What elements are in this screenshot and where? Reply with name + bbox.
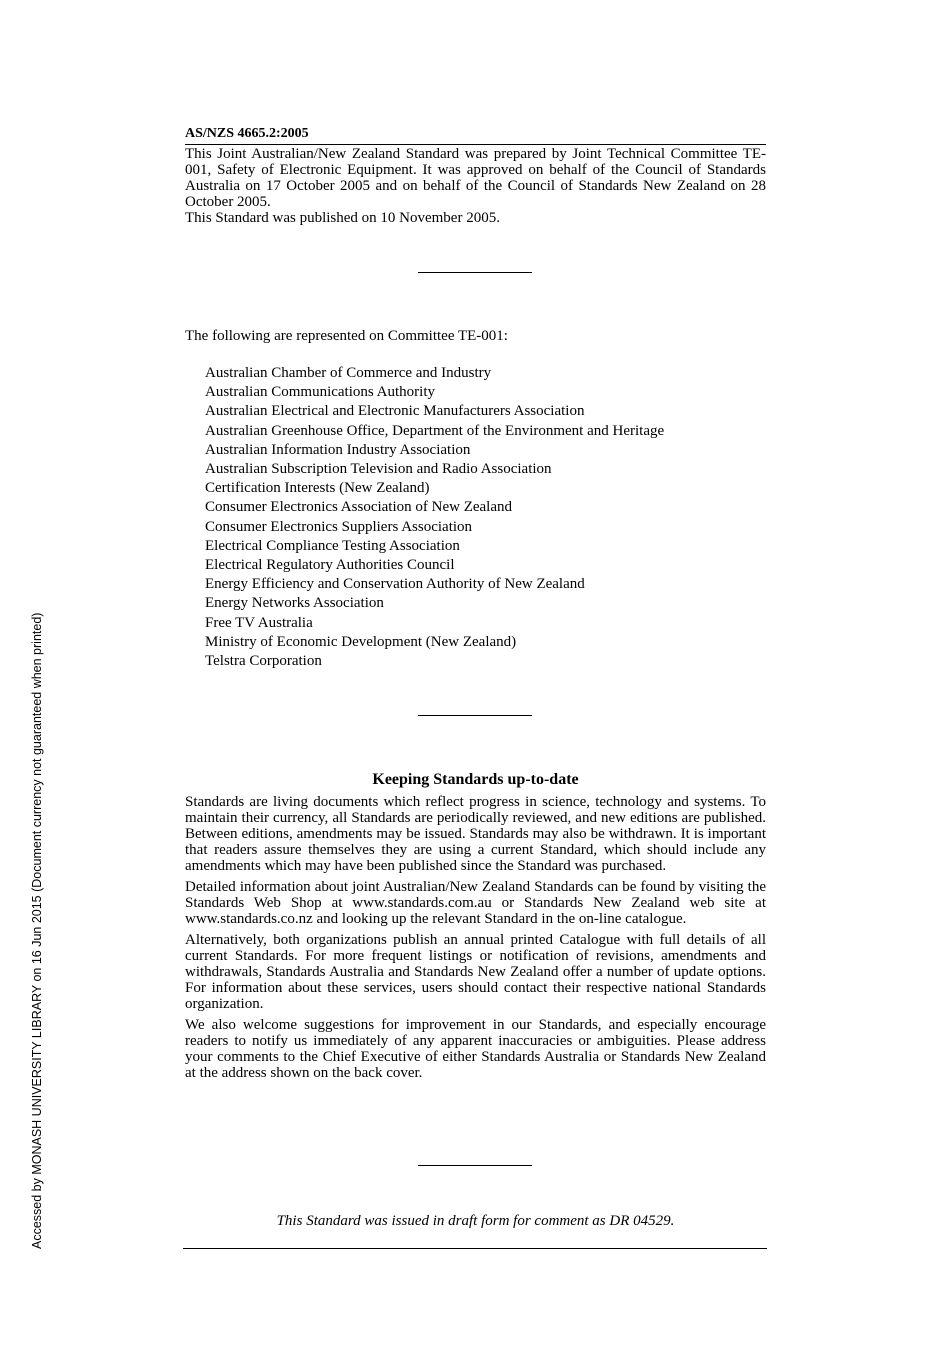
list-item: Australian Information Industry Association [205, 441, 471, 458]
paragraph: Detailed information about joint Australian/New Zealand Standards can be found by visiting the Standards Web Shop at www.standards.com.au or Standards New Zealand web site at www.standards.co.nz and looking up the relevant Standard in the on-line catalogue. [185, 879, 766, 927]
paragraph: Standards are living documents which reflect progress in science, technology and systems. To maintain their currency, all Standards are periodically reviewed, and new editions are published. Between editions, amendments may be issued. Standards may also be withdrawn. It is important that readers assure themselves they are using a current Standard, which should include any amendments which may have been published since the Standard was purchased. [185, 794, 766, 874]
footer-rule [183, 1248, 767, 1249]
document-code: AS/NZS 4665.2:2005 [185, 126, 309, 141]
section-divider [418, 272, 532, 273]
access-watermark: Accessed by MONASH UNIVERSITY LIBRARY on 16 Jun 2015 (Document currency not guaranteed when printed) [30, 612, 44, 1249]
list-item: Electrical Regulatory Authorities Council [205, 557, 455, 574]
list-item: Australian Chamber of Commerce and Industry [205, 365, 492, 381]
list-item: Australian Communications Authority [205, 384, 435, 401]
list-item: Energy Efficiency and Conservation Authority of New Zealand [205, 576, 585, 593]
section-divider [418, 1165, 532, 1166]
list-item: Australian Electrical and Electronic Manufacturers Association [205, 403, 585, 420]
list-item: Australian Greenhouse Office, Department of the Environment and Heritage [205, 422, 665, 439]
list-item: Australian Subscription Television and Radio Association [205, 461, 552, 478]
draft-note: This Standard was issued in draft form for comment as DR 04529. [276, 1213, 675, 1229]
approval-text: This Joint Australian/New Zealand Standard was prepared by Joint Technical Committee TE-001, Safety of Electronic Equipment. It was approved on behalf of the Council of Standards Australia on 17 October 2005 and on behalf of the Council of Standards New Zealand on 28 October 2005. [185, 146, 766, 210]
committee-members-list [205, 364, 664, 671]
paragraph: Alternatively, both organizations publish an annual printed Catalogue with full details of all current Standards. For more frequent listings or notification of revisions, amendments and withdrawals, Standards Australia and Standards New Zealand offer a number of update options. For information about these services, users should contact their respective national Standards organization. [185, 932, 766, 1012]
list-item: Telstra Corporation [205, 653, 322, 670]
section-title: Keeping Standards up-to-date [372, 771, 579, 788]
preparation-statement [185, 146, 766, 226]
list-item: Free TV Australia [205, 614, 313, 631]
paragraph: We also welcome suggestions for improvement in our Standards, and especially encourage readers to notify us immediately of any apparent inaccuracies or ambiguities. Please address your comments to the Chief Executive of either Standards Australia or Standards New Zealand at the address shown on the back cover. [185, 1017, 766, 1081]
list-item: Electrical Compliance Testing Association [205, 537, 460, 554]
list-item: Certification Interests (New Zealand) [205, 480, 430, 497]
list-item: Consumer Electronics Association of New Zealand [205, 499, 513, 516]
list-item: Consumer Electronics Suppliers Association [205, 518, 473, 535]
header-rule [185, 144, 766, 145]
list-item: Energy Networks Association [205, 595, 384, 612]
publication-date-text: This Standard was published on 10 November 2005. [185, 210, 500, 226]
keeping-standards-text [185, 794, 766, 1086]
section-divider [418, 715, 532, 716]
committee-heading: The following are represented on Committee TE-001: [185, 328, 508, 344]
list-item: Ministry of Economic Development (New Zealand) [205, 633, 517, 650]
